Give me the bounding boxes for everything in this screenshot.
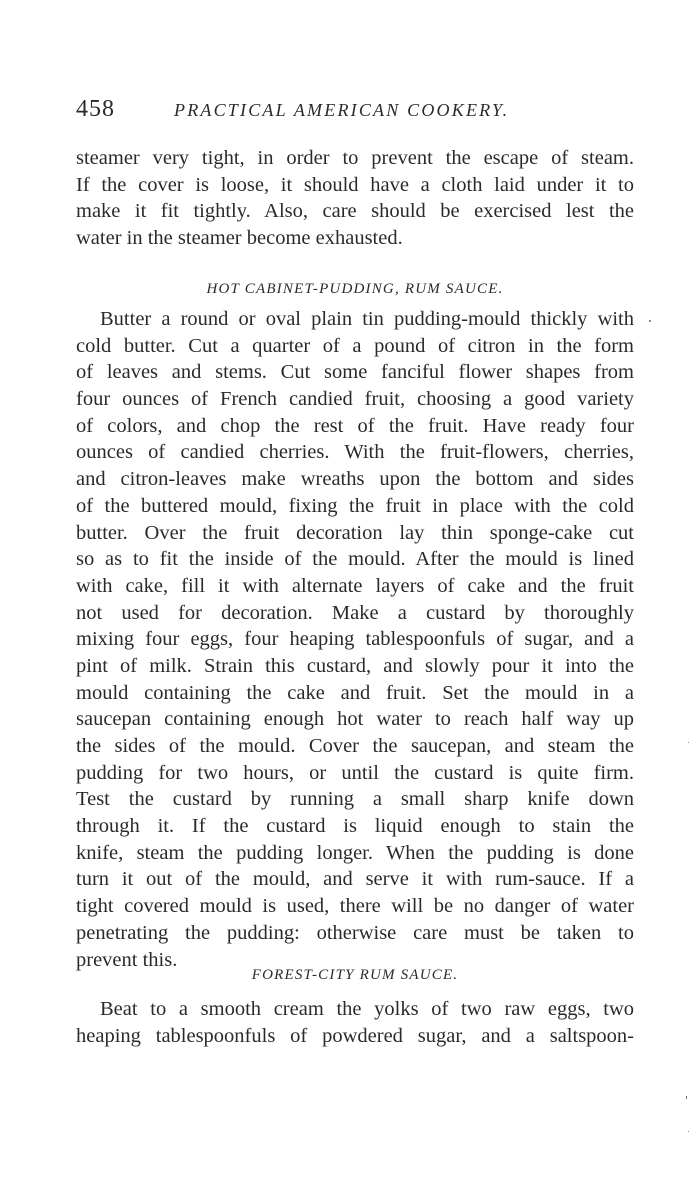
paper-speck <box>688 742 689 743</box>
text-line: cold butter. Cut a quarter of a pound of citron in the form <box>76 334 634 357</box>
text-line: ounces of candied cherries. With the fruit-flowers, cherries, <box>76 441 634 464</box>
text-line: four ounces of French candied fruit, choosing a good variety <box>76 388 634 411</box>
text-line: pudding for two hours, or until the custard is quite firm. <box>76 761 634 784</box>
text-line: turn it out of the mould, and serve it with rum-sauce. If a <box>76 868 634 891</box>
text-line: knife, steam the pudding longer. When the pudding is done <box>76 841 634 864</box>
paper-speck <box>688 1131 689 1132</box>
intro-paragraph <box>76 145 634 252</box>
text-line: penetrating the pudding: otherwise care must be taken to <box>76 921 634 944</box>
recipe-heading-hot-cabinet-pudding: HOT CABINET-PUDDING, RUM SAUCE. <box>206 281 504 297</box>
text-line: saucepan containing enough hot water to reach half way up <box>76 708 634 731</box>
text-line: of colors, and chop the rest of the fruit. Have ready four <box>76 414 634 437</box>
page-number: 458 <box>76 96 115 122</box>
running-title: PRACTICAL AMERICAN COOKERY. <box>174 100 510 120</box>
text-line: Test the custard by running a small sharp knife down <box>76 788 634 811</box>
text-line: If the cover is loose, it should have a cloth laid under it to <box>76 173 634 196</box>
text-line: with cake, fill it with alternate layers of cake and the fruit <box>76 574 634 597</box>
text-line: not used for decoration. Make a custard by thoroughly <box>76 601 634 624</box>
paper-speck <box>649 320 651 322</box>
text-line: butter. Over the fruit decoration lay thin sponge-cake cut <box>76 521 634 544</box>
text-line: mould containing the cake and fruit. Set the mould in a <box>76 681 634 704</box>
text-line: mixing four eggs, four heaping tablespoonfuls of sugar, and a <box>76 628 634 651</box>
text-line: Beat to a smooth cream the yolks of two raw eggs, two <box>100 998 634 1020</box>
text-line: through it. If the custard is liquid enough to stain the <box>76 815 634 838</box>
text-line: so as to fit the inside of the mould. After the mould is lined <box>76 548 634 571</box>
text-line: pint of milk. Strain this custard, and slowly pour it into the <box>76 654 634 677</box>
text-line: Butter a round or oval plain tin pudding-mould thickly with <box>100 308 634 330</box>
text-line: and citron-leaves make wreaths upon the bottom and sides <box>76 468 634 491</box>
text-line: steamer very tight, in order to prevent the escape of steam. <box>76 147 634 169</box>
recipe-body-hot-cabinet-pudding <box>76 306 634 973</box>
running-head <box>76 96 636 126</box>
text-line: tight covered mould is used, there will be no danger of water <box>76 895 634 918</box>
text-line: the sides of the mould. Cover the saucepan, and steam the <box>76 735 634 757</box>
recipe-heading-forest-city-rum-sauce: FOREST-CITY RUM SAUCE. <box>251 967 459 983</box>
text-line: heaping tablespoonfuls of powdered sugar, and a saltspoon- <box>76 1024 634 1047</box>
text-line: water in the steamer become exhausted. <box>76 227 403 250</box>
text-line: of leaves and stems. Cut some fanciful flower shapes from <box>76 361 634 384</box>
paper-speck <box>686 1096 687 1099</box>
text-line: of the buttered mould, fixing the fruit in place with the cold <box>76 494 634 517</box>
text-line: prevent this. <box>76 948 178 971</box>
text-line: make it fit tightly. Also, care should be exercised lest the <box>76 200 634 223</box>
recipe-body-forest-city-rum-sauce <box>76 996 634 1049</box>
